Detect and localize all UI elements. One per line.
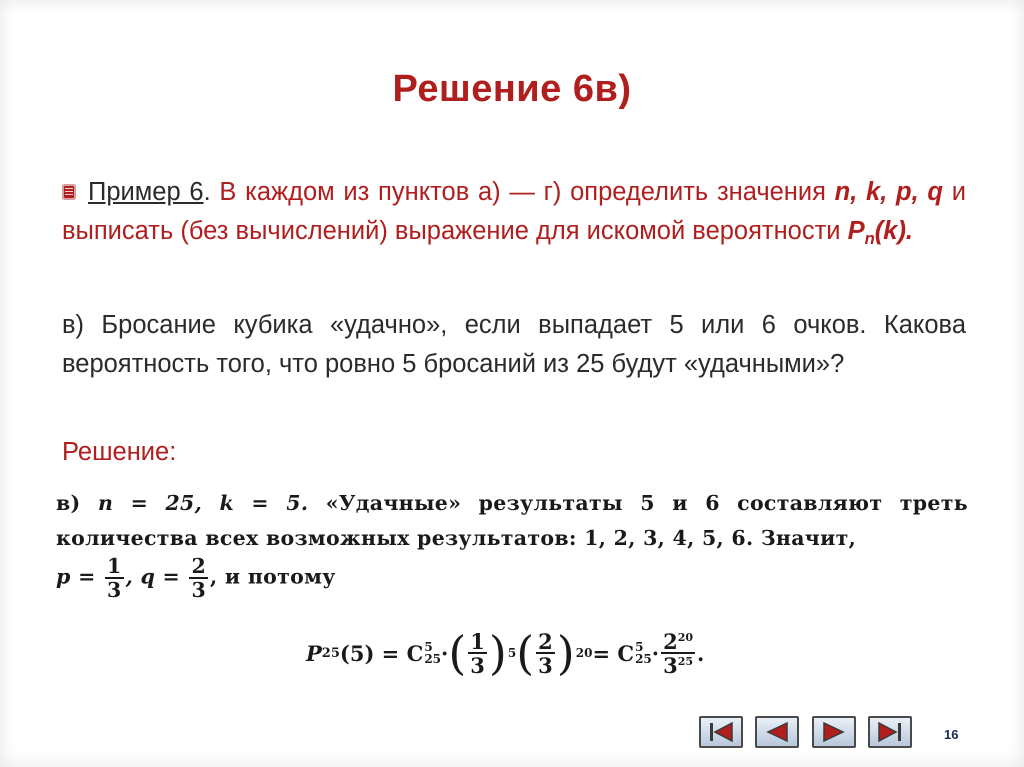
last-slide-button[interactable]: [868, 716, 912, 748]
next-slide-button[interactable]: [812, 716, 856, 748]
first-slide-button[interactable]: [699, 716, 743, 748]
slide-title: Решение 6в): [392, 68, 632, 110]
prev-slide-button[interactable]: [755, 716, 799, 748]
fraction-p: $\frac{1}{3}$: [107, 554, 122, 602]
example-label: Пример 6: [88, 178, 204, 206]
part-v-question: в) Бросание кубика «удачно», если выпадает 5 или 6 очков. Какова вероятность того, что ровно 5 бросаний из 25 будут «удачными»?: [62, 311, 966, 378]
fraction-final: $\frac{2^{20}}{3^{25}}$: [663, 628, 694, 678]
probability-symbol: $P_n(k)$.: [847, 217, 914, 248]
prev-slide-icon: [762, 721, 792, 743]
binomial-formula: P 25 (5) = C 5 25 · ( $\frac{1}{3}$ ) 5 ( $\frac{2}{3}$ ) 20 = C 5 25 · $\frac{2^{20}}{3^{25}}$ .: [306, 626, 705, 680]
book-solution-text: в) n = 25, k = 5. «Удачные» результаты 5 и 6 составляют треть количества всех возможных результатов: 1, 2, 3, 4, 5, 6. Значит, p = $\frac{1}{3}$ , q = $\frac{2}{3}$ , и потому: [56, 491, 968, 602]
solution-label: Решение:: [62, 438, 177, 466]
task-mid: и выписать (без вычислений) выражение для искомой вероятности: [62, 178, 966, 245]
last-slide-icon: [875, 721, 905, 743]
problem-statement: Пример 6. В каждом из пунктов а) — г) определить значения n, k, p, q и выписать (без вычислений) выражение для искомой вероятности $P_n(k)$.: [62, 178, 966, 248]
first-slide-icon: [706, 721, 736, 743]
page-number: 16: [944, 727, 959, 742]
task-intro: В каждом из пунктов а) — г) определить значения: [210, 178, 835, 206]
fraction-q: $\frac{2}{3}$: [191, 554, 207, 602]
next-slide-icon: [819, 721, 849, 743]
variables: n, k, p, q: [834, 178, 944, 206]
